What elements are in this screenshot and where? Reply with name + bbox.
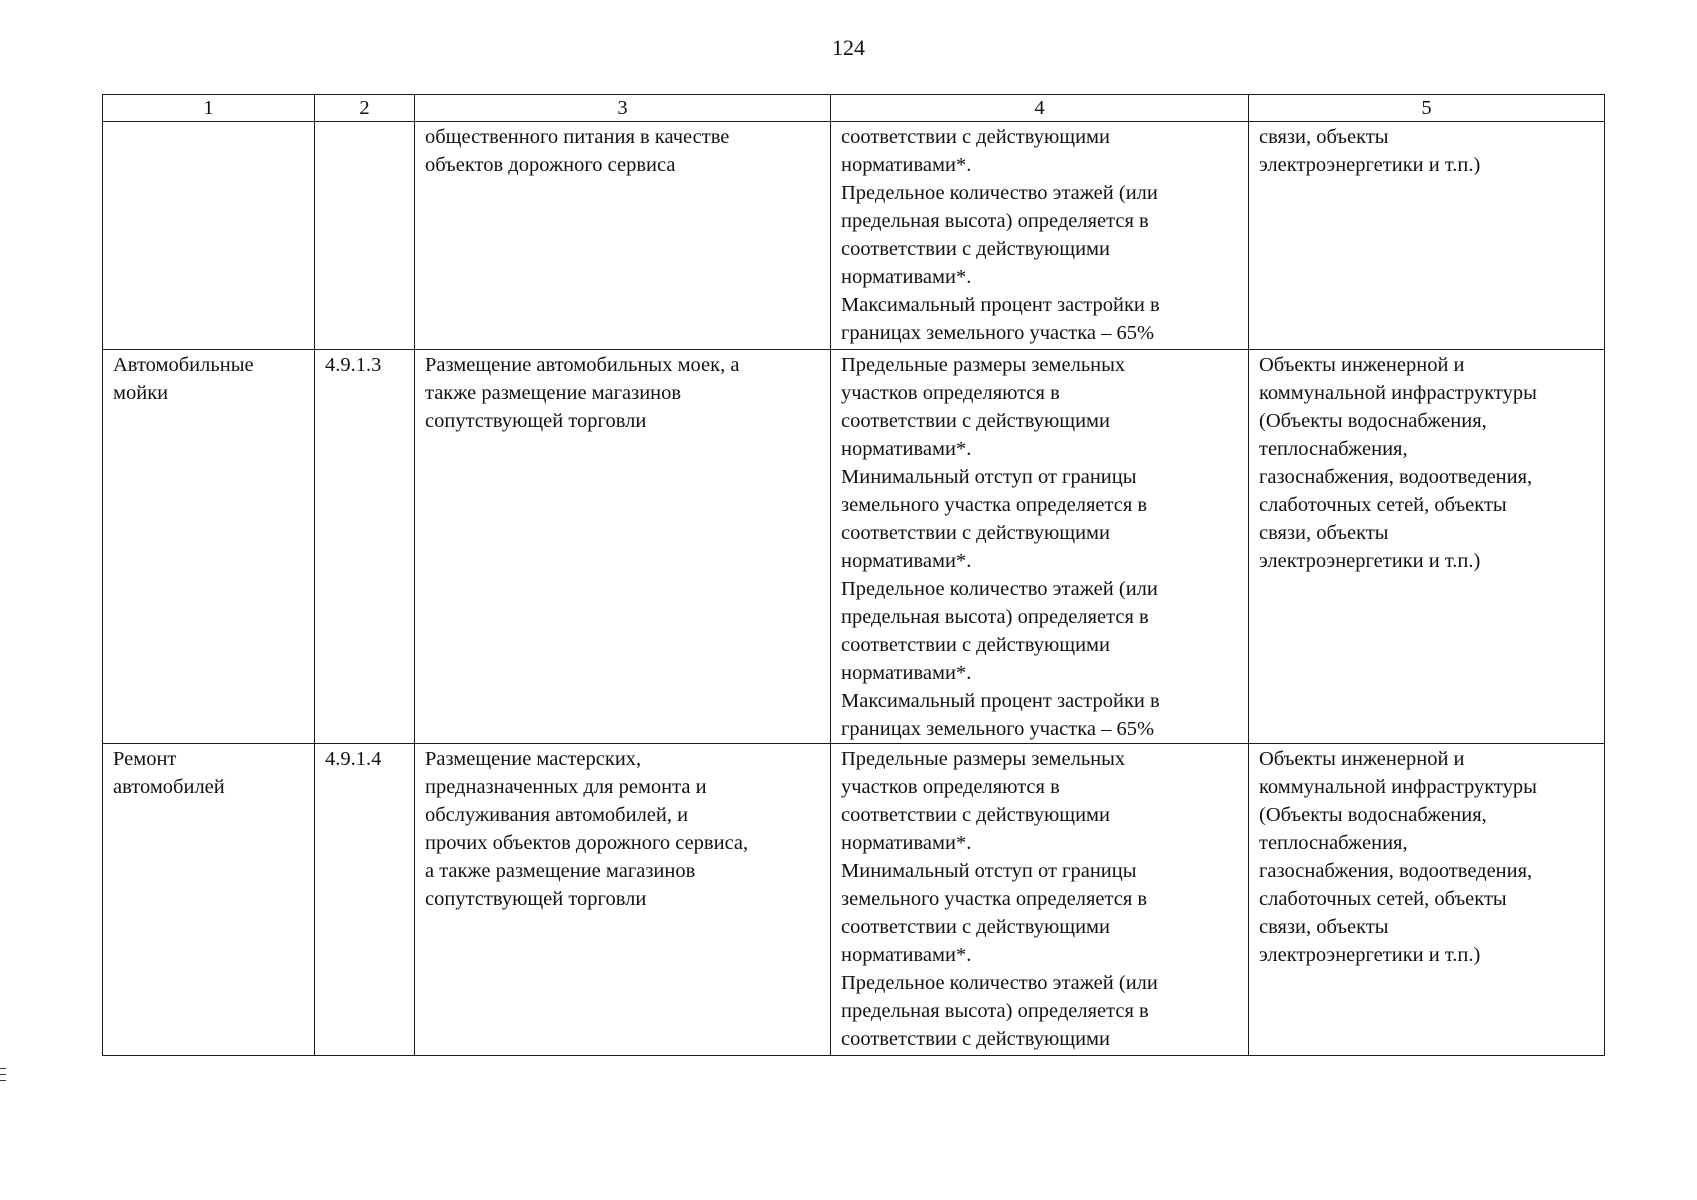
table-header-row xyxy=(103,95,1605,122)
cell-description xyxy=(415,122,831,350)
cell-text-line: Максимальный процент застройки в xyxy=(841,294,1160,316)
cell-text-line: слаботочных сетей, объекты xyxy=(1259,888,1507,910)
table-row xyxy=(103,744,1605,1056)
cell-text-line: соответствии с действующими xyxy=(841,916,1110,938)
cell-text-line: объектов дорожного сервиса xyxy=(425,154,676,176)
cell-code xyxy=(315,744,415,1056)
cell-text-line: предельная высота) определяется в xyxy=(841,606,1149,628)
cell-text-line: газоснабжения, водоотведения, xyxy=(1259,466,1533,488)
cell-text-line: участков определяются в xyxy=(841,382,1060,404)
cell-parameters xyxy=(831,744,1249,1056)
cell-text-line: соответствии с действующими xyxy=(841,410,1110,432)
cell-text-line: коммунальной инфраструктуры xyxy=(1259,382,1537,404)
cell-text-line: связи, объекты xyxy=(1259,916,1389,938)
cell-text-line: предельная высота) определяется в xyxy=(841,1000,1149,1022)
cell-text-line: нормативами*. xyxy=(841,438,972,460)
cell-description xyxy=(415,744,831,1056)
cell-text-line: теплоснабжения, xyxy=(1259,832,1408,854)
cell-text-line: соответствии с действующими xyxy=(841,522,1110,544)
cell-text-line: электроэнергетики и т.п.) xyxy=(1259,154,1481,176)
cell-text-line: соответствии с действующими xyxy=(841,634,1110,656)
cell-text-line: 4.9.1.4 xyxy=(325,748,382,770)
cell-text-line: прочих объектов дорожного сервиса, xyxy=(425,832,749,854)
cell-text-line: нормативами*. xyxy=(841,550,972,572)
cell-text-line: теплоснабжения, xyxy=(1259,438,1408,460)
cell-use-type xyxy=(103,744,315,1056)
cell-code xyxy=(315,122,415,350)
cell-parameters xyxy=(831,350,1249,744)
cell-text-line: Объекты инженерной и xyxy=(1259,748,1465,770)
cell-use-type xyxy=(103,122,315,350)
cell-text-line: Размещение автомобильных моек, а xyxy=(425,354,740,376)
cell-text-line: земельного участка определяется в xyxy=(841,494,1148,516)
column-header-1: 1 xyxy=(103,95,315,122)
margin-mark xyxy=(0,1068,6,1090)
cell-text-line: Предельное количество этажей (или xyxy=(841,972,1158,994)
cell-text-line: нормативами*. xyxy=(841,266,972,288)
cell-text-line: Минимальный отступ от границы xyxy=(841,466,1137,488)
cell-text-line: нормативами*. xyxy=(841,154,972,176)
cell-text-line: предельная высота) определяется в xyxy=(841,210,1149,232)
cell-text-line: соответствии с действующими xyxy=(841,238,1110,260)
cell-text-line: нормативами*. xyxy=(841,944,972,966)
cell-text-line: Предельное количество этажей (или xyxy=(841,182,1158,204)
cell-code xyxy=(315,350,415,744)
cell-text-line: Автомобильные xyxy=(113,354,254,376)
cell-auxiliary-uses xyxy=(1249,122,1605,350)
cell-text-line: связи, объекты xyxy=(1259,126,1389,148)
cell-parameters xyxy=(831,122,1249,350)
cell-text-line: Объекты инженерной и xyxy=(1259,354,1465,376)
table-row xyxy=(103,350,1605,744)
cell-text-line: предназначенных для ремонта и xyxy=(425,776,707,798)
cell-text-line: нормативами*. xyxy=(841,662,972,684)
cell-text-line: 4.9.1.3 xyxy=(325,354,382,376)
cell-text-line: обслуживания автомобилей, и xyxy=(425,804,689,826)
column-header-5: 5 xyxy=(1249,95,1605,122)
cell-description xyxy=(415,350,831,744)
cell-text-line: соответствии с действующими xyxy=(841,804,1110,826)
page-number: 124 xyxy=(832,35,865,60)
cell-text-line: Размещение мастерских, xyxy=(425,748,642,770)
cell-text-line: сопутствующей торговли xyxy=(425,410,647,432)
column-header-2: 2 xyxy=(315,95,415,122)
cell-text-line: связи, объекты xyxy=(1259,522,1389,544)
cell-text-line: участков определяются в xyxy=(841,776,1060,798)
cell-text-line: Предельные размеры земельных xyxy=(841,748,1126,770)
cell-text-line: общественного питания в качестве xyxy=(425,126,730,148)
table-row xyxy=(103,122,1605,350)
cell-use-type xyxy=(103,350,315,744)
cell-text-line: а также размещение магазинов xyxy=(425,860,696,882)
cell-text-line: Ремонт xyxy=(113,748,177,770)
cell-text-line: Предельные размеры земельных xyxy=(841,354,1126,376)
cell-auxiliary-uses xyxy=(1249,744,1605,1056)
cell-text-line: электроэнергетики и т.п.) xyxy=(1259,944,1481,966)
cell-text-line: границах земельного участка – 65% xyxy=(841,322,1155,344)
cell-text-line: электроэнергетики и т.п.) xyxy=(1259,550,1481,572)
cell-auxiliary-uses xyxy=(1249,350,1605,744)
cell-text-line: мойки xyxy=(113,382,169,404)
cell-text-line: земельного участка определяется в xyxy=(841,888,1148,910)
cell-text-line: соответствии с действующими xyxy=(841,126,1110,148)
cell-text-line: нормативами*. xyxy=(841,832,972,854)
cell-text-line: соответствии с действующими xyxy=(841,1028,1110,1050)
cell-text-line: также размещение магазинов xyxy=(425,382,682,404)
regulations-table xyxy=(102,94,1605,1056)
cell-text-line: Предельное количество этажей (или xyxy=(841,578,1158,600)
cell-text-line: слаботочных сетей, объекты xyxy=(1259,494,1507,516)
cell-text-line: границах земельного участка – 65% xyxy=(841,718,1155,740)
table-body xyxy=(103,122,1605,1056)
column-header-3: 3 xyxy=(415,95,831,122)
column-header-4: 4 xyxy=(831,95,1249,122)
cell-text-line: автомобилей xyxy=(113,776,225,798)
cell-text-line: коммунальной инфраструктуры xyxy=(1259,776,1537,798)
cell-text-line: газоснабжения, водоотведения, xyxy=(1259,860,1533,882)
cell-text-line: (Объекты водоснабжения, xyxy=(1259,410,1487,432)
cell-text-line: Максимальный процент застройки в xyxy=(841,690,1160,712)
cell-text-line: Минимальный отступ от границы xyxy=(841,860,1137,882)
cell-text-line: (Объекты водоснабжения, xyxy=(1259,804,1487,826)
cell-text-line: сопутствующей торговли xyxy=(425,888,647,910)
